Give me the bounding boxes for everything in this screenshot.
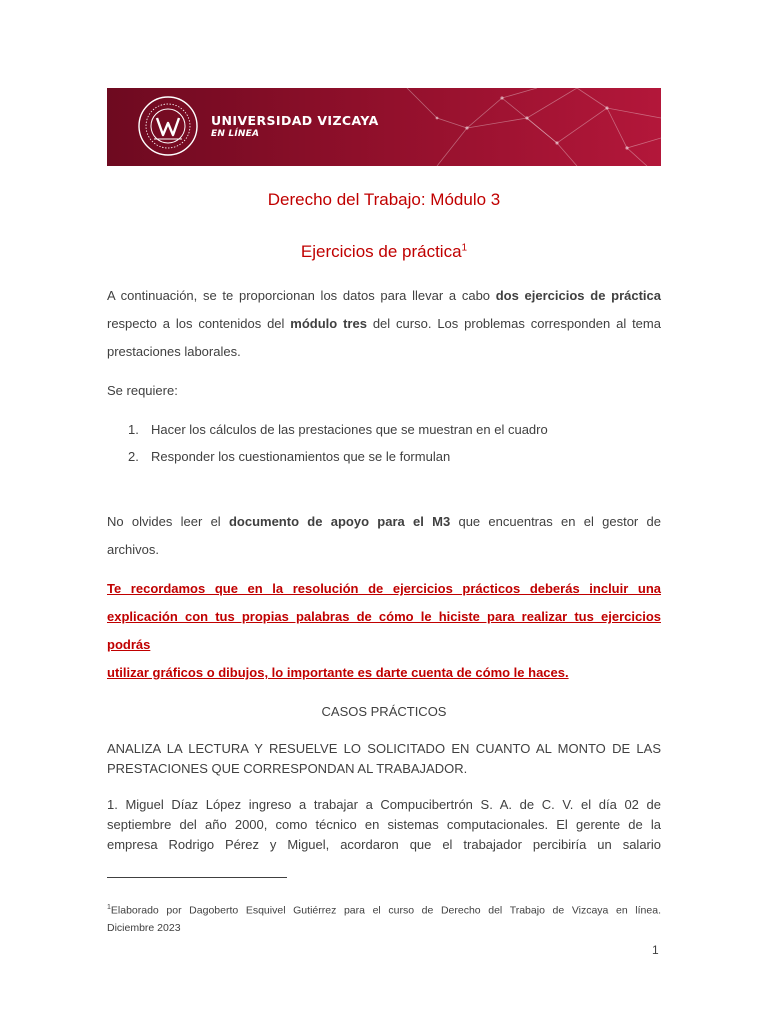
case-1-line-2: septiembre del año 2000, como técnico en sistemas computacionales. El gerente de la [107,817,661,832]
notice-line-2: explicación con tus propias palabras de cómo le hiciste para realizar tus ejercicios podrás [107,609,661,652]
header-banner [107,88,661,166]
intro-line-2 [107,310,661,338]
intro-line-3: prestaciones laborales. [107,344,241,359]
case-1-paragraph [107,795,661,855]
reminder-line-1 [107,508,661,536]
list-item-text: Responder los cuestionamientos que se le formulan [151,449,451,464]
subtitle-text: Ejercicios de práctica [300,242,462,261]
brand-name: UNIVERSIDAD VIZCAYA [211,113,379,128]
reminder-text-a: No olvides leer el [107,514,229,529]
brand-block [211,114,379,140]
list-item [128,416,548,443]
intro-text-c: respecto a los contenidos del [107,316,291,331]
footnote-text: Elaborado por Dagoberto Esquivel Gutiérrez para el curso de Derecho del Trabajo de Vizcaya en línea. [110,904,661,917]
list-item [128,443,548,470]
reminder-line-2: archivos. [107,542,160,557]
brand-subtitle: EN LÍNEA [211,129,260,139]
instruction-line-2: PRESTACIONES QUE CORRESPONDAN AL TRABAJADOR. [107,761,468,776]
intro-paragraph [107,282,661,366]
intro-text-e: del curso. Los problemas corresponden al tema [366,316,661,331]
instruction-paragraph [107,739,661,779]
list-item-text: Hacer los cálculos de las prestaciones que se muestran en el cuadro [151,422,548,437]
list-item-number: 1. [128,422,139,437]
requirement-label: Se requiere: [107,383,178,398]
instruction-line-1: ANALIZA LA LECTURA Y RESUELVE LO SOLICITADO EN CUANTO AL MONTO DE LAS [107,741,661,756]
intro-line-1 [107,282,661,310]
case-1-line-3: empresa Rodrigo Pérez y Miguel, acordaron que el trabajador percibiría un salario [107,837,661,852]
notice-line-3: utilizar gráficos o dibujos, lo importante es darte cuenta de cómo le haces. [107,665,569,680]
page-number: 1 [652,943,659,957]
reminder-paragraph [107,508,661,564]
footnote-mark: 1 [461,242,468,254]
notice-paragraph [107,575,661,687]
footnote-number: 1 [107,904,111,911]
footnote [107,899,661,937]
intro-bold-d: módulo tres [290,316,367,331]
university-seal-icon [137,95,199,157]
reminder-bold-b: documento de apoyo para el M3 [228,514,451,529]
intro-text-a: A continuación, se te proporcionan los datos para llevar a cabo [107,288,496,303]
footnote-line-1 [107,899,661,920]
section-title: CASOS PRÁCTICOS [321,704,447,719]
intro-bold-b: dos ejercicios de práctica [495,288,661,303]
document-title: Derecho del Trabajo: Módulo 3 [267,190,501,209]
list-item-number: 2. [128,449,139,464]
notice-line-1: Te recordamos que en la resolución de ejercicios prácticos deberás incluir una [107,581,661,596]
document-subtitle [0,242,768,262]
case-1-line-1: 1. Miguel Díaz López ingreso a trabajar a Compucibertrón S. A. de C. V. el día 02 de [107,797,661,812]
requirement-list [128,416,548,470]
footnote-line-2: Diciembre 2023 [107,921,181,934]
reminder-text-c: que encuentras en el gestor de [450,514,661,529]
footnote-separator [107,877,287,878]
